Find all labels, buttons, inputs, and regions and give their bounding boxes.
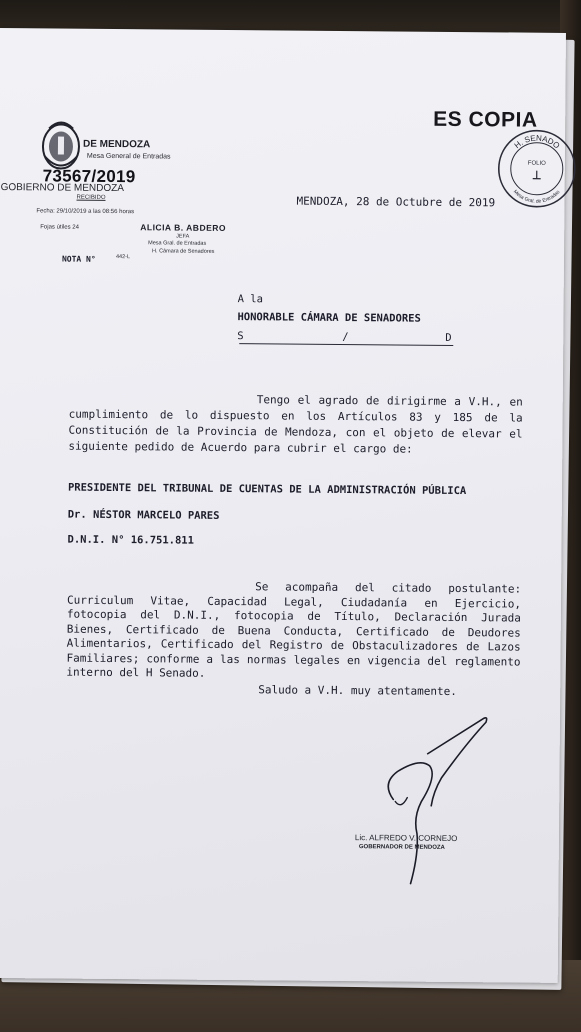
header-department: Mesa General de Entradas: [86, 152, 171, 161]
body-paragraph-1: [68, 391, 523, 459]
addressee-slash: /: [342, 330, 349, 344]
folio-stamp: [494, 126, 579, 211]
addressee-s: S: [237, 330, 244, 343]
paragraph-2-text: Se acompaña del citado postulante: Curriculum Vitae, Capacidad Legal, Ciudadanía en Ejercicio, fotocopia del D.N.I., fotocopia de Título, Declaración Jurada Bienes, Certificado de Buena Conducta, Certificado de Deudores Alimentarios, Certificado del Registro de Obstaculizadores de Lazos Familiares; conforme a las normas legales en vigencia del reglamento interno del H Senado.: [66, 580, 522, 680]
candidate-dni: D.N.I. N° 16.751.811: [67, 533, 195, 547]
fojas-count: Fojas útiles 24: [40, 224, 79, 231]
reception-stamp-office: Mesa Gral. de Entradas: [148, 240, 207, 247]
folio-stamp-top: H. SENADO: [512, 133, 562, 151]
candidate-name: Dr. NÉSTOR MARCELO PARES: [67, 508, 220, 522]
dateline: MENDOZA, 28 de Octubre de 2019: [296, 194, 496, 210]
reception-stamp-name: ALICIA B. ABDERO: [140, 222, 227, 233]
es-copia-mark: ES COPIA: [433, 107, 538, 132]
document-page: [0, 28, 566, 983]
reception-stamp-chamber: H. Cámara de Senadores: [152, 248, 215, 255]
addressee-underline: [239, 343, 453, 346]
addressee-d: D: [445, 331, 452, 344]
closing: Saludo a V.H. muy atentamente.: [258, 683, 457, 699]
signatory-name: Lic. ALFREDO V. CORNEJO: [354, 833, 458, 844]
addressee-line2: HONORABLE CÁMARA DE SENADORES: [237, 311, 421, 325]
handwritten-signature: [374, 713, 496, 894]
header-province: DE MENDOZA: [82, 138, 151, 151]
expediente-number: 73567/2019: [42, 166, 136, 187]
nota-label: NOTA N°: [61, 254, 96, 264]
svg-text:H. SENADO: [513, 133, 562, 150]
header-government: GOBIERNO DE MENDOZA: [0, 182, 125, 195]
paragraph-1-text: Tengo el agrado de dirigirme a V.H., en cumplimiento de lo dispuesto en los Artículos 83 y 185 de la Constitución de la Provincia de Mendoza, con el objeto de elevar el siguiente pedido de Acuerdo para cubrir el cargo de:: [68, 393, 523, 456]
coat-of-arms-icon: [39, 116, 83, 172]
reception-stamp-role: JEFA: [176, 233, 190, 240]
nota-number: 442-L: [115, 254, 131, 261]
received-label: RECIBIDO: [76, 194, 106, 201]
addressee-line1: A la: [237, 293, 263, 306]
folio-stamp-center: FOLIO: [527, 160, 546, 167]
body-paragraph-2: [66, 579, 521, 684]
folio-stamp-bottom: Mesa Gral. de Entradas: [511, 188, 562, 205]
received-date: Fecha: 29/10/2019 a las 08:56 horas: [36, 208, 135, 216]
position-title: PRESIDENTE DEL TRIBUNAL DE CUENTAS DE LA ADMINISTRACIÓN PÚBLICA: [67, 481, 467, 498]
signatory-role: GOBERNADOR DE MENDOZA: [358, 844, 445, 851]
